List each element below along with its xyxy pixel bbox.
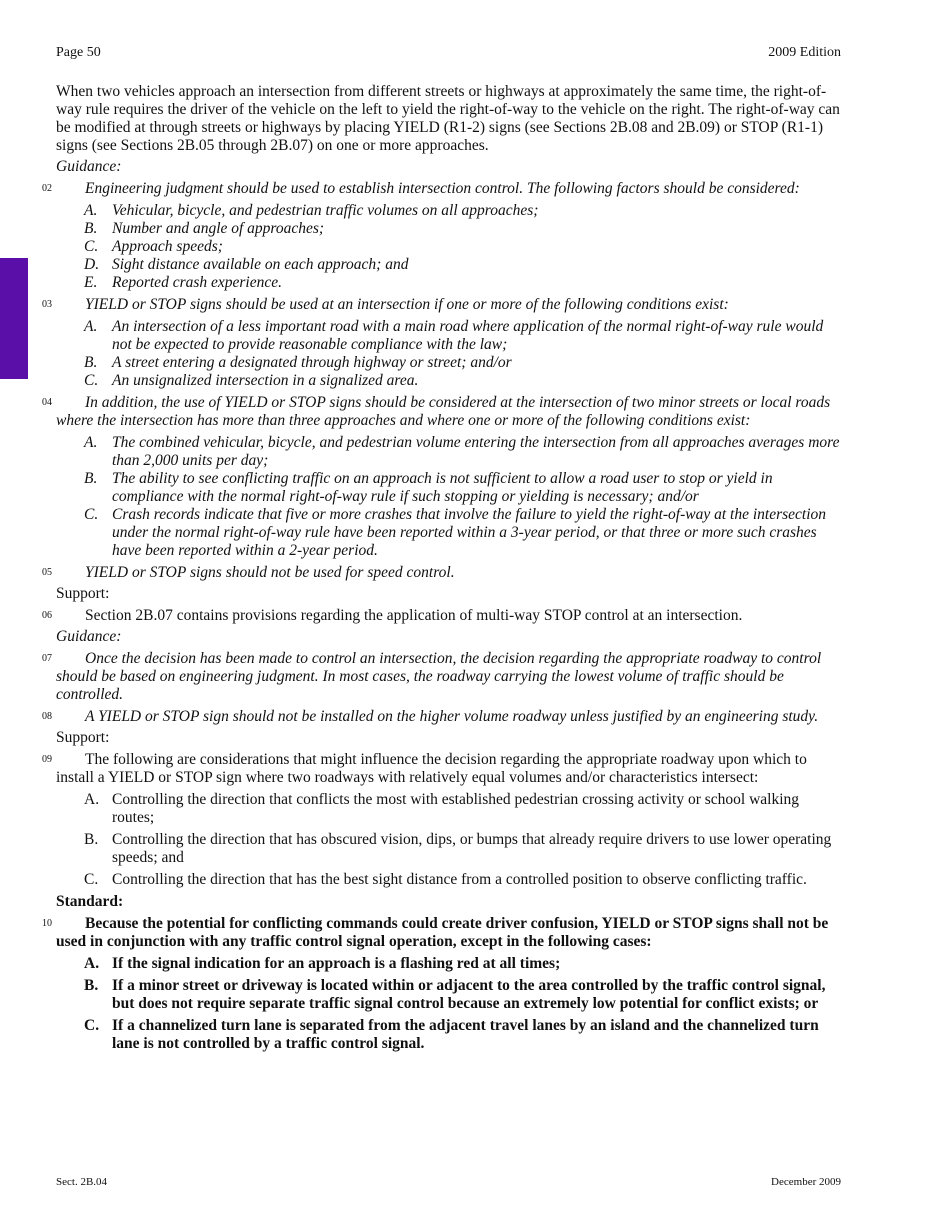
paragraph-text: Engineering judgment should be used to establish intersection control. The following factors should be considered: xyxy=(85,180,800,197)
item-text: A street entering a designated through highway or street; and/or xyxy=(112,354,512,371)
paragraph-number: 07 xyxy=(42,653,52,664)
section-tab-marker xyxy=(0,258,28,379)
item-text: Controlling the direction that has obscured vision, dips, or bumps that already require drivers to use lower operating speeds; and xyxy=(112,831,832,866)
item-letter: B. xyxy=(84,831,99,848)
item-text: Sight distance available on each approach; and xyxy=(112,256,409,273)
paragraph-number: 09 xyxy=(42,754,52,765)
paragraph-04 xyxy=(42,394,842,560)
item-letter: A. xyxy=(84,434,98,451)
condition-list xyxy=(56,318,842,390)
item-text: If the signal indication for an approach is a flashing red at all times; xyxy=(112,955,561,972)
item-letter: C. xyxy=(84,1017,100,1034)
list-item xyxy=(56,831,842,867)
intro-text: When two vehicles approach an intersection from different streets or highways at approximately the same time, the right-of-way rule requires the driver of the vehicle on the left to yield the right-of-way to the vehicle on the right. The right-of-way can be modified at through streets or highways by placing YIELD (R1-2) signs (see Sections 2B.08 and 2B.09) or STOP (R1-1) signs (see Sections 2B.05 through 2B.07) on one or more approaches. xyxy=(56,83,840,154)
item-letter: B. xyxy=(84,977,99,994)
item-text: If a channelized turn lane is separated from the adjacent travel lanes by an island and the channelized turn lane is not controlled by a traffic control signal. xyxy=(112,1017,819,1052)
item-text: Vehicular, bicycle, and pedestrian traffic volumes on all approaches; xyxy=(112,202,539,219)
paragraph-08 xyxy=(42,708,842,726)
support-label: Support: xyxy=(56,729,110,746)
standard-label: Standard: xyxy=(56,893,124,910)
paragraph-text: Once the decision has been made to control an intersection, the decision regarding the appropriate roadway to control should be based on engineering judgment. In most cases, the roadway carrying the lowest volume of traffic should be controlled. xyxy=(56,650,822,703)
item-letter: A. xyxy=(84,318,98,335)
item-letter: B. xyxy=(84,220,98,237)
edition-label: 2009 Edition xyxy=(768,45,841,60)
list-item xyxy=(56,470,842,506)
paragraph-07 xyxy=(42,650,842,704)
paragraph-text: Because the potential for conflicting commands could create driver confusion, YIELD or STOP signs shall not be used in conjunction with any traffic control signal operation, except in the following cases: xyxy=(56,915,829,950)
condition-list xyxy=(56,434,842,560)
guidance-label: Guidance: xyxy=(56,628,122,645)
list-item xyxy=(56,274,842,292)
page-number: Page 50 xyxy=(56,45,101,60)
item-letter: C. xyxy=(84,871,99,888)
paragraph-text: A YIELD or STOP sign should not be installed on the higher volume roadway unless justified by an engineering study. xyxy=(85,708,819,725)
list-item xyxy=(56,354,842,372)
item-letter: C. xyxy=(84,238,99,255)
list-item xyxy=(56,238,842,256)
paragraph-text: Section 2B.07 contains provisions regarding the application of multi-way STOP control at an intersection. xyxy=(85,607,743,624)
item-letter: C. xyxy=(84,506,99,523)
item-text: Controlling the direction that has the best sight distance from a controlled position to observe conflicting traffic. xyxy=(112,871,807,888)
list-item xyxy=(56,372,842,390)
item-text: An intersection of a less important road with a main road where application of the normal right-of-way rule would not be expected to provide reasonable compliance with the law; xyxy=(112,318,824,353)
publication-date: December 2009 xyxy=(771,1176,841,1188)
paragraph-number: 02 xyxy=(42,183,52,194)
paragraph-number: 10 xyxy=(42,918,52,929)
list-item xyxy=(56,1017,842,1053)
paragraph-number: 06 xyxy=(42,610,52,621)
exception-list xyxy=(56,955,842,1053)
guidance-label: Guidance: xyxy=(56,158,122,175)
list-item xyxy=(56,220,842,238)
intro-paragraph xyxy=(56,83,842,155)
list-item xyxy=(56,202,842,220)
paragraph-06 xyxy=(42,607,842,625)
paragraph-number: 08 xyxy=(42,711,52,722)
item-text: Reported crash experience. xyxy=(112,274,283,291)
item-letter: C. xyxy=(84,372,99,389)
paragraph-03 xyxy=(42,296,842,390)
paragraph-05 xyxy=(42,564,842,582)
paragraph-02 xyxy=(42,180,842,292)
item-text: The combined vehicular, bicycle, and pedestrian volume entering the intersection from all approaches averages more than 2,000 units per day; xyxy=(112,434,840,469)
paragraph-text: In addition, the use of YIELD or STOP signs should be considered at the intersection of two minor streets or local roads where the intersection has more than three approaches and where one or more of the following conditions exist: xyxy=(56,394,831,429)
list-item xyxy=(56,871,842,889)
paragraph-number: 04 xyxy=(42,397,52,408)
section-reference: Sect. 2B.04 xyxy=(56,1176,108,1188)
list-item xyxy=(56,256,842,274)
list-item xyxy=(56,506,842,560)
paragraph-text: YIELD or STOP signs should not be used for speed control. xyxy=(85,564,455,581)
item-letter: E. xyxy=(84,274,98,291)
item-letter: B. xyxy=(84,470,98,487)
item-letter: B. xyxy=(84,354,98,371)
list-item xyxy=(56,318,842,354)
item-letter: A. xyxy=(84,791,100,808)
paragraph-text: YIELD or STOP signs should be used at an intersection if one or more of the following conditions exist: xyxy=(85,296,729,313)
item-text: Crash records indicate that five or more crashes that involve the failure to yield the right-of-way at the intersection under the normal right-of-way rule have been reported within a 3-year period, or that three or more such crashes have been reported within a 2-year period. xyxy=(112,506,827,559)
item-text: An unsignalized intersection in a signalized area. xyxy=(112,372,419,389)
paragraph-number: 05 xyxy=(42,567,52,578)
item-text: Number and angle of approaches; xyxy=(112,220,325,237)
list-item xyxy=(56,955,842,973)
factor-list xyxy=(56,202,842,292)
list-item xyxy=(56,434,842,470)
item-letter: D. xyxy=(84,256,100,273)
consideration-list xyxy=(56,791,842,889)
list-item xyxy=(56,977,842,1013)
item-letter: A. xyxy=(84,202,98,219)
item-text: Approach speeds; xyxy=(112,238,223,255)
paragraph-text: The following are considerations that might influence the decision regarding the appropriate roadway upon which to install a YIELD or STOP sign where two roadways with relatively equal volumes and/or characteristics intersect: xyxy=(56,751,807,786)
paragraph-09 xyxy=(42,751,842,889)
item-text: If a minor street or driveway is located within or adjacent to the area controlled by the traffic control signal, but does not require separate traffic signal control because an extremely low potential for conflict exists; or xyxy=(112,977,826,1012)
item-text: The ability to see conflicting traffic on an approach is not sufficient to allow a road user to stop or yield in compliance with the normal right-of-way rule if such stopping or yielding is necessary; and/or xyxy=(112,470,773,505)
support-label: Support: xyxy=(56,585,110,602)
list-item xyxy=(56,791,842,827)
page-content xyxy=(42,83,842,1057)
item-text: Controlling the direction that conflicts the most with established pedestrian crossing activity or school walking routes; xyxy=(112,791,800,826)
item-letter: A. xyxy=(84,955,100,972)
paragraph-number: 03 xyxy=(42,299,52,310)
paragraph-10 xyxy=(42,915,842,1053)
